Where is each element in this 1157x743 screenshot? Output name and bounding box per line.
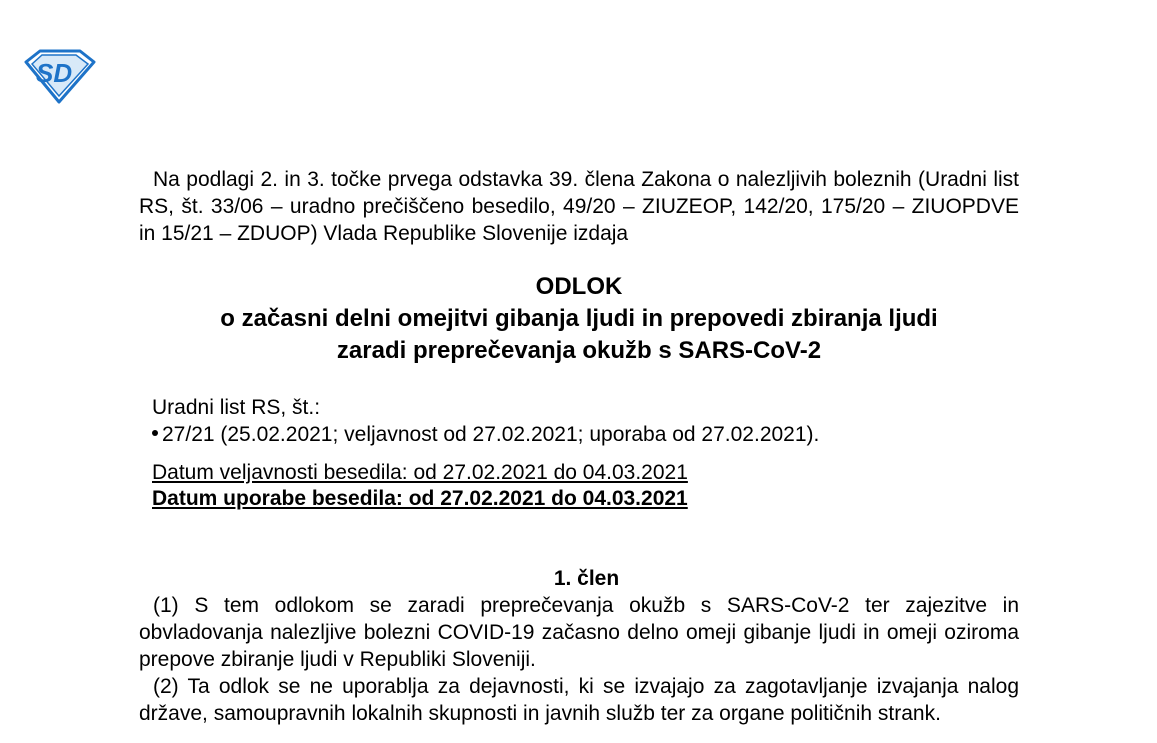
gazette-item — [152, 421, 819, 448]
validity-dates — [152, 460, 688, 512]
bullet-icon — [152, 430, 158, 436]
document-title — [139, 271, 1019, 367]
title-line-odlok: ODLOK — [535, 273, 623, 300]
article-heading: 1. člen — [553, 567, 620, 590]
gazette-label: Uradni list RS, št.: — [152, 396, 321, 419]
validity-date-text: Datum veljavnosti besedila: od 27.02.2021 do 04.03.2021 — [152, 461, 688, 484]
gazette-reference — [152, 394, 819, 448]
article-paragraph-2: (2) Ta odlok se ne uporablja za dejavnosti, ki se izvajajo za zagotavljanje izvajanja nalog države, samoupravnih lokalnih skupnosti in javnih služb ter za organe političnih strank. — [139, 675, 1019, 725]
article-body — [139, 592, 1019, 727]
gazette-item-text: 27/21 (25.02.2021; veljavnost od 27.02.2021; uporaba od 27.02.2021). — [162, 423, 820, 446]
svg-text:SD: SD — [36, 58, 73, 88]
title-line-subject: o začasni delni omejitvi gibanja ljudi in prepovedi zbiranja ljudi — [220, 305, 938, 332]
title-line-purpose: zaradi preprečevanja okužb s SARS-CoV-2 — [336, 337, 822, 364]
sd-logo-icon — [22, 48, 96, 104]
intro-paragraph: Na podlagi 2. in 3. točke prvega odstavka 39. člena Zakona o nalezljivih boleznih (Uradni list RS, št. 33/06 – uradno prečiščeno besedilo, 49/20 – ZIUZEOP, 142/20, 175/20 – ZIUOPDVE in 15/21 – ZDUOP) Vlada Republike Slovenije izdaja — [139, 168, 1019, 245]
application-date-text: Datum uporabe besedila: od 27.02.2021 do 04.03.2021 — [152, 487, 688, 510]
article-paragraph-1: (1) S tem odlokom se zaradi preprečevanja okužb s SARS-CoV-2 ter zajezitve in obvladovanja nalezljive bolezni COVID-19 začasno delno omeji gibanje ljudi in omeji oziroma prepove zbiranje ljudi v Republiki Sloveniji. — [139, 594, 1019, 671]
